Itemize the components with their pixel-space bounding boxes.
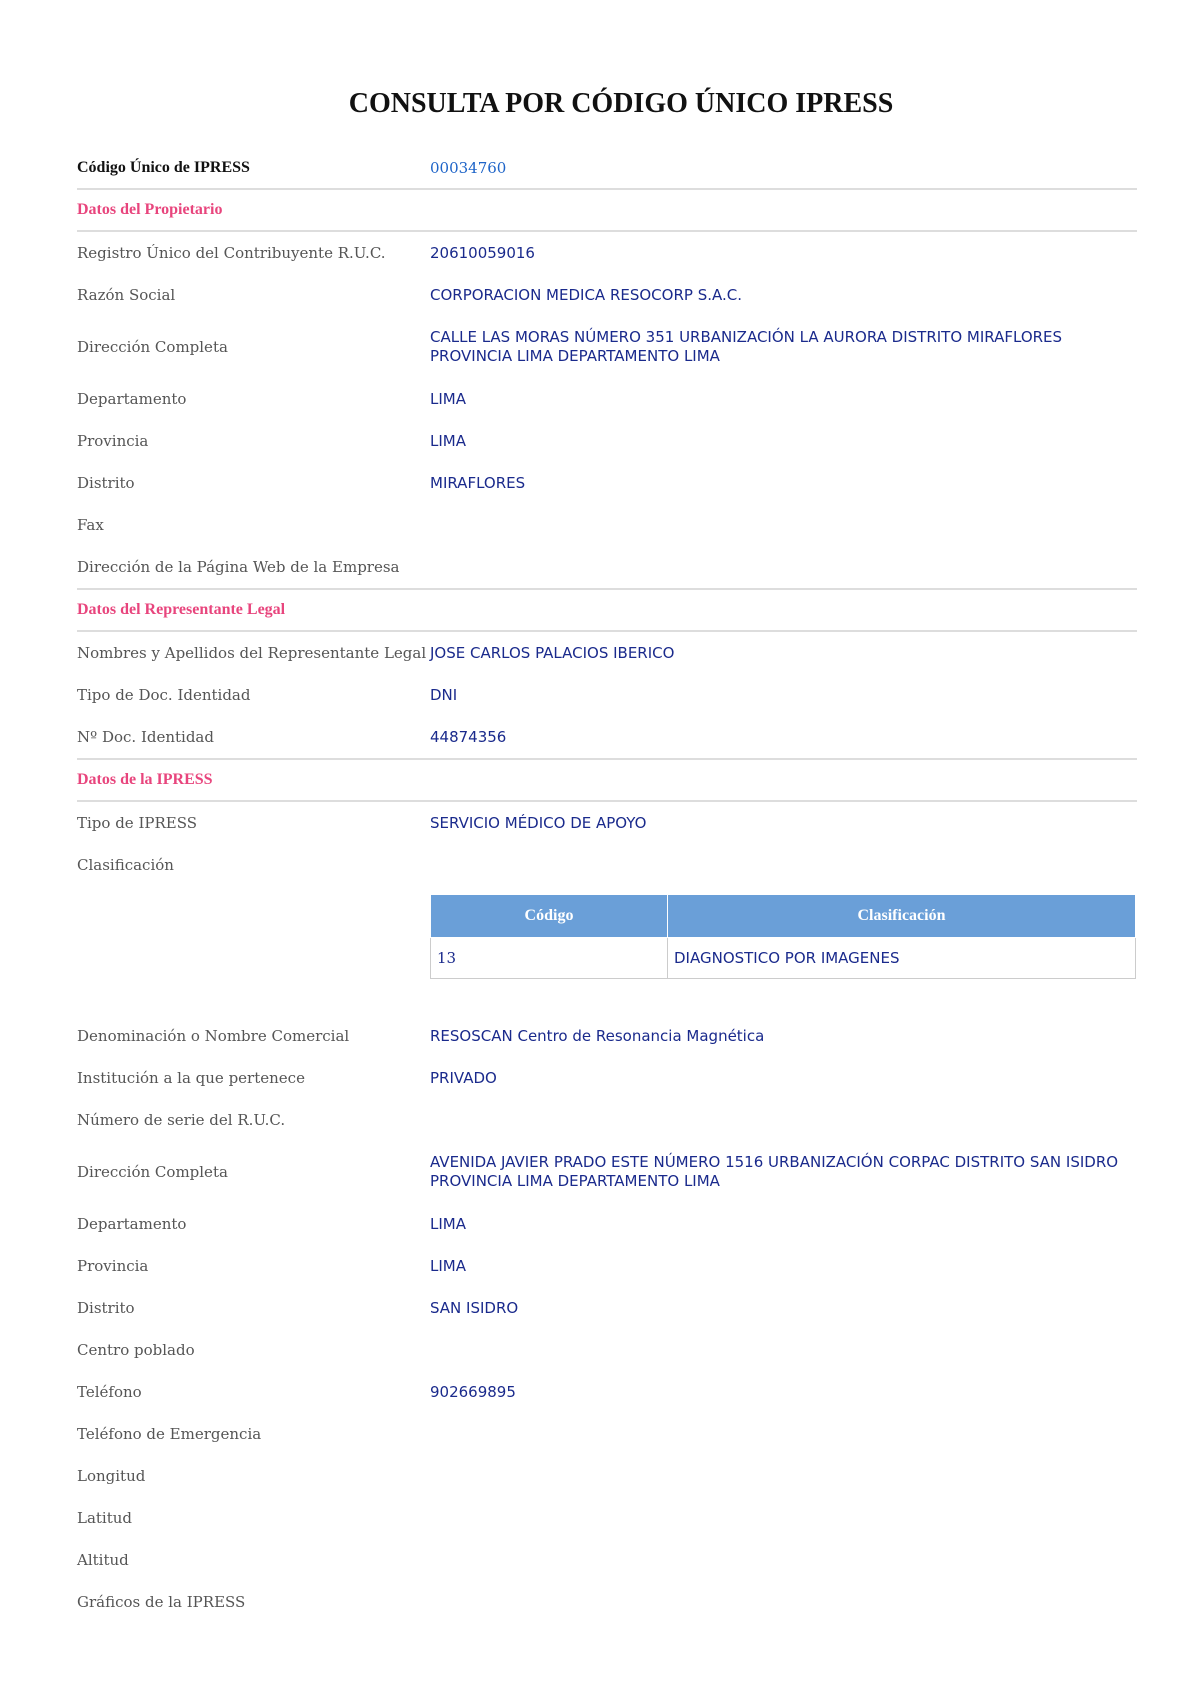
telefono-row: [77, 1371, 1137, 1413]
ipress-departamento-value: LIMA: [430, 1214, 466, 1233]
prop-direccion-value: CALLE LAS MORAS NÚMERO 351 URBANIZACIÓN LA AURORA DISTRITO MIRAFLORES PROVINCIA LIMA DEPARTAMENTO LIMA: [430, 328, 1063, 365]
ruc-row: [77, 232, 1137, 274]
ruc-label: Registro Único del Contribuyente R.U.C.: [77, 244, 386, 262]
tipo-ipress-label: Tipo de IPRESS: [77, 814, 197, 832]
tipo-ipress-value: SERVICIO MÉDICO DE APOYO: [430, 813, 647, 832]
ipress-provincia-label: Provincia: [77, 1257, 149, 1275]
prop-distrito-row: [77, 462, 1137, 504]
prop-provincia-label: Provincia: [77, 432, 149, 450]
rep-nombres-label: Nombres y Apellidos del Representante Legal: [77, 644, 427, 662]
denominacion-value: RESOSCAN Centro de Resonancia Magnética: [430, 1026, 765, 1045]
clasificacion-label: Clasificación: [77, 856, 174, 874]
prop-departamento-value: LIMA: [430, 389, 466, 408]
section-propietario: Datos del Propietario: [77, 190, 1137, 232]
ruc-value: 20610059016: [430, 243, 535, 262]
institucion-value: PRIVADO: [430, 1068, 497, 1087]
ipress-direccion-row: [77, 1141, 1137, 1203]
ipress-direccion-label: Dirección Completa: [77, 1163, 228, 1181]
prop-departamento-row: [77, 378, 1137, 420]
clasificacion-table: [430, 894, 1136, 979]
section-representante: Datos del Representante Legal: [77, 588, 1137, 632]
codigo-value: 00034760: [430, 158, 507, 177]
prop-distrito-label: Distrito: [77, 474, 135, 492]
rep-tipo-doc-row: [77, 674, 1137, 716]
clasificacion-table-wrap: [77, 886, 1137, 1015]
serie-ruc-label: Número de serie del R.U.C.: [77, 1111, 286, 1129]
altitud-row: [77, 1539, 1137, 1581]
ipress-departamento-label: Departamento: [77, 1215, 187, 1233]
rep-num-doc-value: 44874356: [430, 727, 507, 746]
prop-distrito-value: MIRAFLORES: [430, 473, 526, 492]
section-ipress: Datos de la IPRESS: [77, 758, 1137, 802]
codigo-row: [77, 148, 1137, 190]
rep-nombres-value: JOSE CARLOS PALACIOS IBERICO: [430, 643, 675, 662]
graficos-row: [77, 1581, 1137, 1623]
table-row: [431, 938, 1136, 979]
ipress-departamento-row: [77, 1203, 1137, 1245]
razon-social-row: [77, 274, 1137, 316]
ipress-distrito-label: Distrito: [77, 1299, 135, 1317]
telefono-emergencia-label: Teléfono de Emergencia: [77, 1425, 262, 1443]
prop-provincia-row: [77, 420, 1137, 462]
graficos-label: Gráficos de la IPRESS: [77, 1593, 246, 1611]
page-title: CONSULTA POR CÓDIGO ÚNICO IPRESS: [348, 88, 894, 119]
fax-row: [77, 504, 1137, 546]
col-header-codigo: Código: [431, 895, 668, 938]
cell-clasificacion: DIAGNOSTICO POR IMAGENES: [668, 938, 1136, 979]
col-header-clasificacion: Clasificación: [668, 895, 1136, 938]
latitud-row: [77, 1497, 1137, 1539]
clasificacion-row: [77, 844, 1137, 886]
institucion-label: Institución a la que pertenece: [77, 1069, 305, 1087]
record-details: [77, 148, 1137, 1623]
prop-provincia-value: LIMA: [430, 431, 466, 450]
ipress-distrito-value: SAN ISIDRO: [430, 1298, 519, 1317]
rep-num-doc-label: Nº Doc. Identidad: [77, 728, 214, 746]
ipress-provincia-row: [77, 1245, 1137, 1287]
telefono-emergencia-row: [77, 1413, 1137, 1455]
ipress-distrito-row: [77, 1287, 1137, 1329]
serie-ruc-row: [77, 1099, 1137, 1141]
rep-tipo-doc-value: DNI: [430, 685, 458, 704]
telefono-value: 902669895: [430, 1382, 516, 1401]
razon-social-label: Razón Social: [77, 286, 176, 304]
longitud-row: [77, 1455, 1137, 1497]
longitud-label: Longitud: [77, 1467, 146, 1485]
centro-poblado-row: [77, 1329, 1137, 1371]
prop-departamento-label: Departamento: [77, 390, 187, 408]
codigo-label: Código Único de IPRESS: [77, 159, 250, 176]
rep-tipo-doc-label: Tipo de Doc. Identidad: [77, 686, 251, 704]
razon-social-value: CORPORACION MEDICA RESOCORP S.A.C.: [430, 285, 742, 304]
prop-direccion-row: [77, 316, 1137, 378]
web-label: Dirección de la Página Web de la Empresa: [77, 558, 400, 576]
fax-label: Fax: [77, 516, 104, 534]
rep-num-doc-row: [77, 716, 1137, 758]
altitud-label: Altitud: [77, 1551, 129, 1569]
table-header-row: [431, 895, 1136, 938]
latitud-label: Latitud: [77, 1509, 133, 1527]
denominacion-row: [77, 1015, 1137, 1057]
prop-direccion-label: Dirección Completa: [77, 338, 228, 356]
tipo-ipress-row: [77, 802, 1137, 844]
web-row: [77, 546, 1137, 588]
cell-codigo: 13: [431, 938, 668, 979]
telefono-label: Teléfono: [77, 1383, 142, 1401]
centro-poblado-label: Centro poblado: [77, 1341, 195, 1359]
ipress-direccion-value: AVENIDA JAVIER PRADO ESTE NÚMERO 1516 URBANIZACIÓN CORPAC DISTRITO SAN ISIDRO PROVINCIA LIMA DEPARTAMENTO LIMA: [430, 1153, 1119, 1190]
institucion-row: [77, 1057, 1137, 1099]
ipress-provincia-value: LIMA: [430, 1256, 466, 1275]
denominacion-label: Denominación o Nombre Comercial: [77, 1027, 350, 1045]
rep-nombres-row: [77, 632, 1137, 674]
